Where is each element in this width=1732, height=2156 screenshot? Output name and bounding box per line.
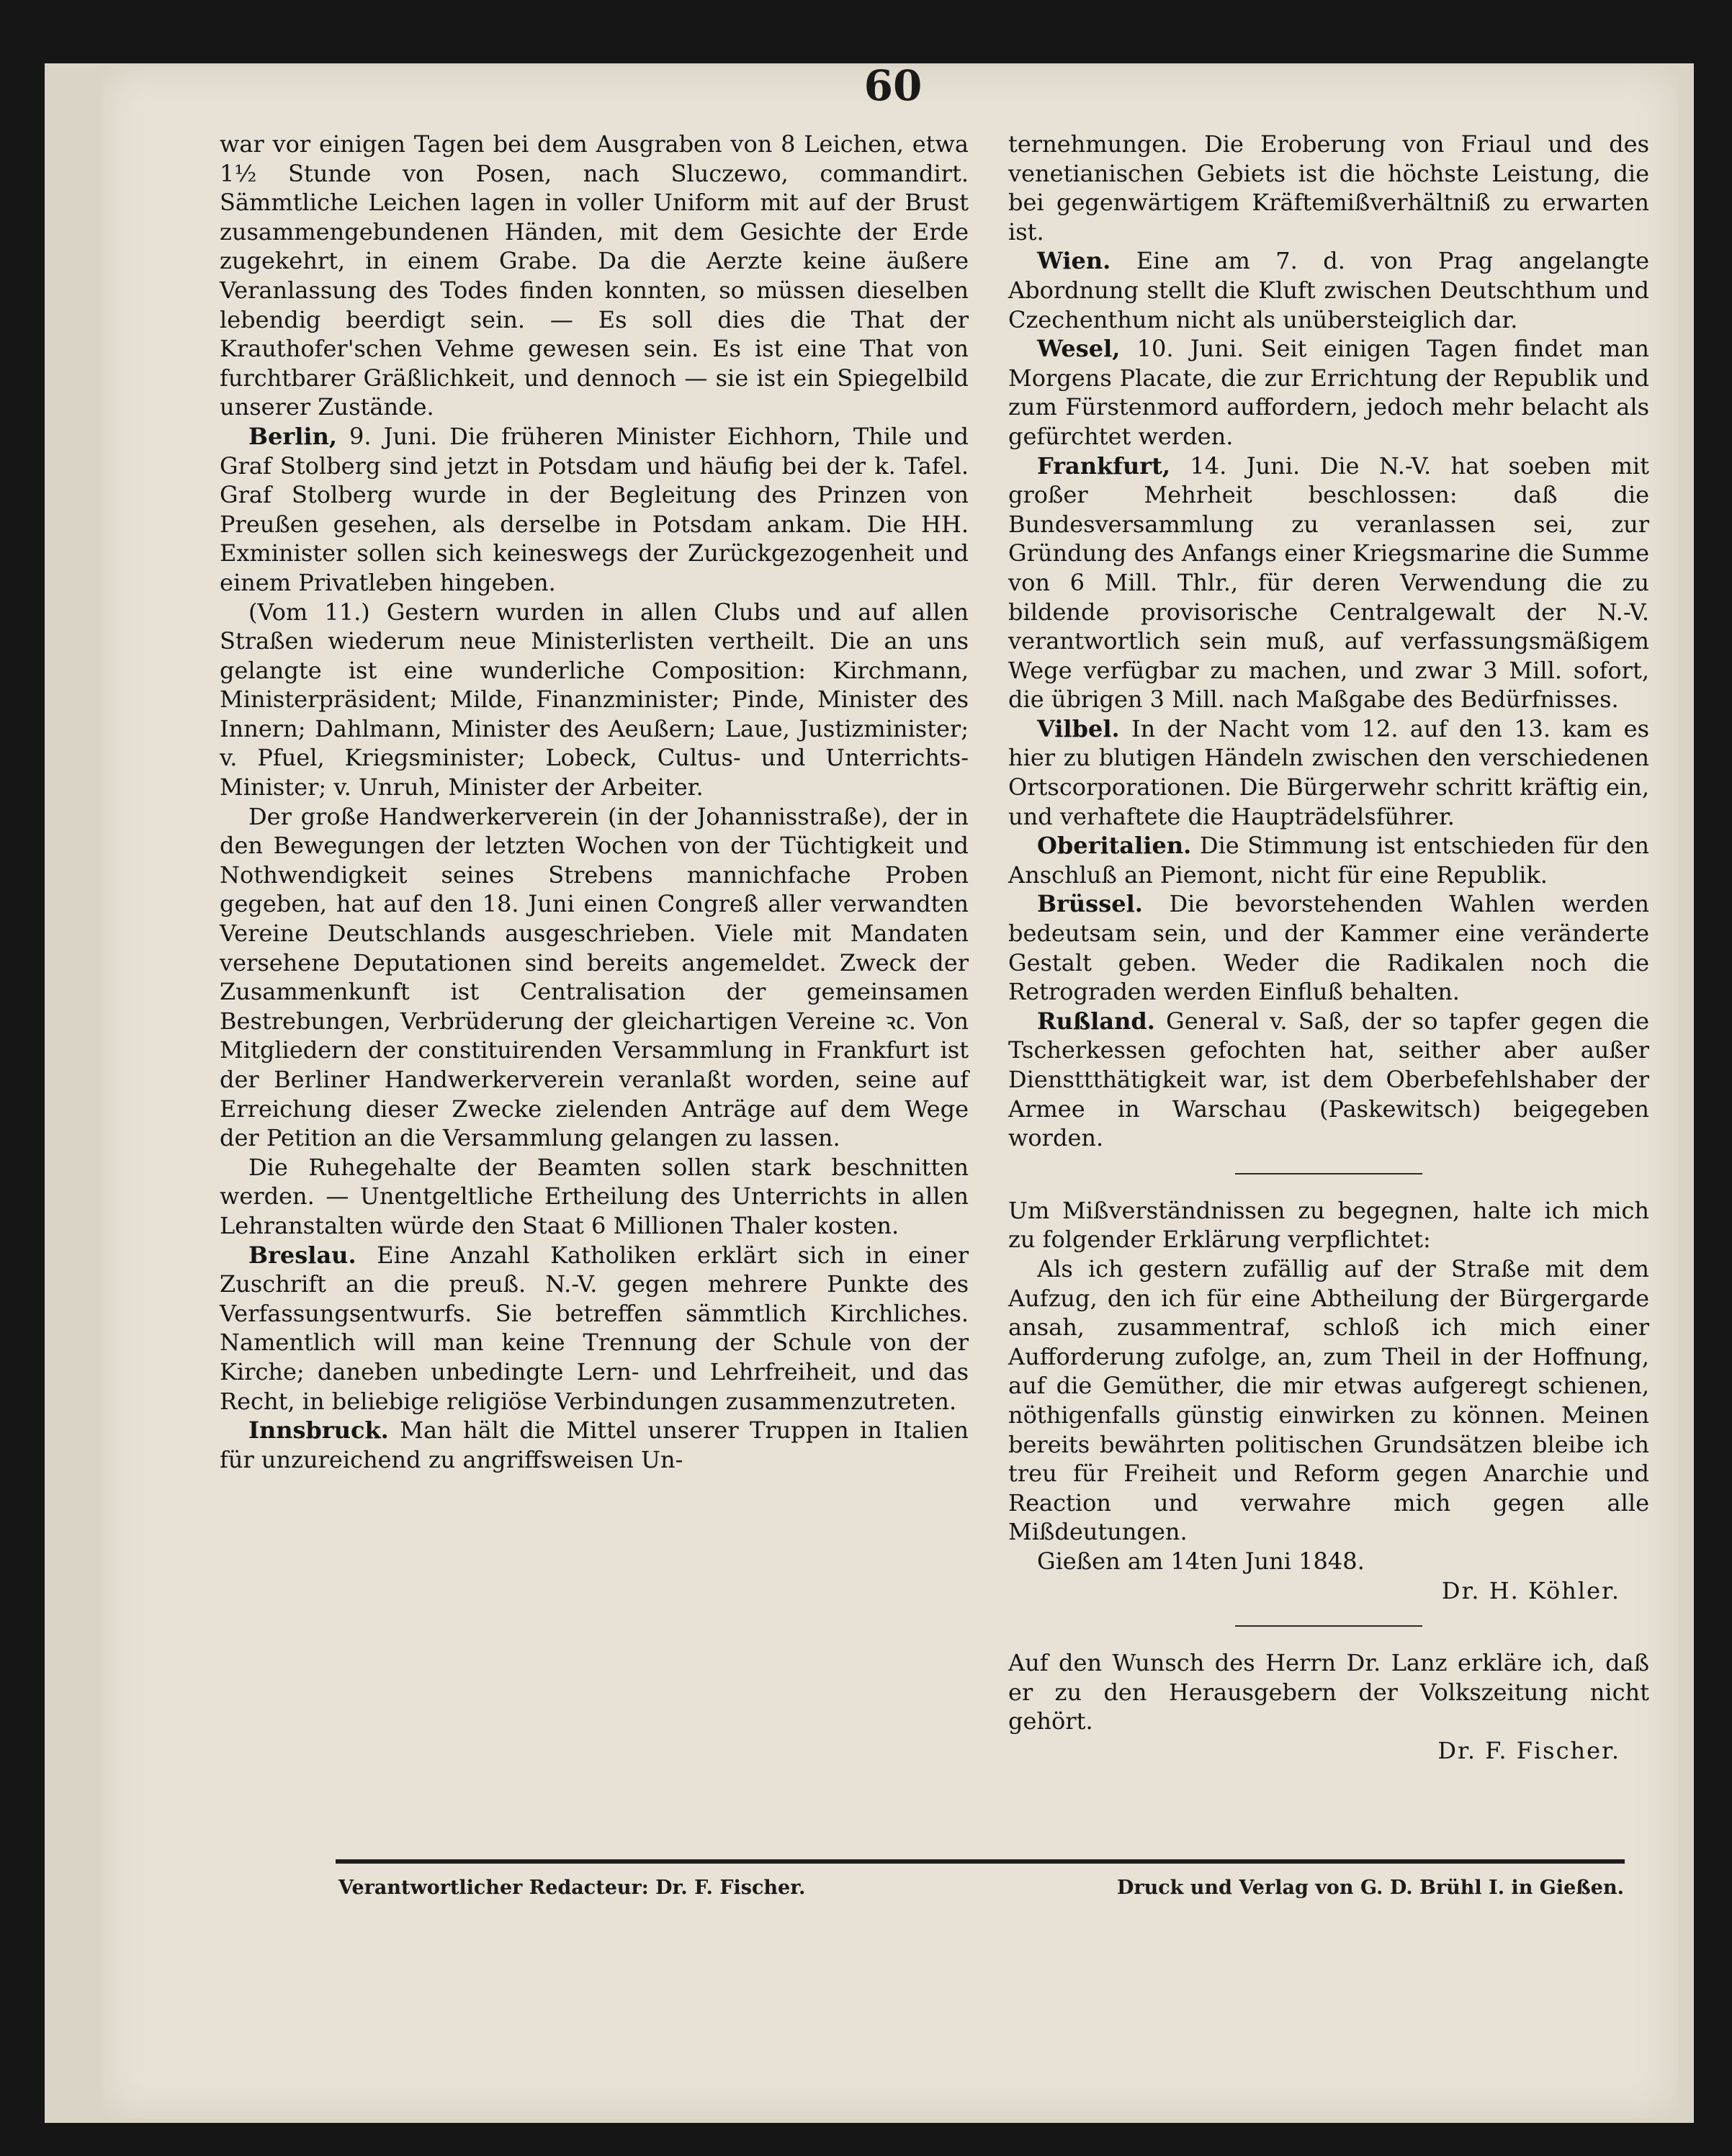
article-text: 10. Juni. Seit einigen Tagen findet man Morgens Placate, die zur Errichtung der Republik und zum Fürstenmord auffordern, jedoch mehr belacht als gefürchtet werden. xyxy=(1008,335,1649,450)
article-text: ternehmungen. Die Eroberung von Friaul und des venetianischen Gebiets ist die höchste Leistung, die bei gegenwärtigem Kräftemißverhältniß zu erwarten ist. xyxy=(1008,130,1649,246)
dateline: Wesel, xyxy=(1037,335,1121,363)
dateline: Breslau. xyxy=(248,1241,356,1269)
article-paragraph xyxy=(1008,889,1649,1006)
dateline: Brüssel. xyxy=(1037,890,1143,918)
notice-signature: Dr. F. Fischer. xyxy=(1437,1736,1620,1764)
article-paragraph xyxy=(220,1241,969,1416)
footer-editor: Verantwortlicher Redacteur: Dr. F. Fischer. xyxy=(338,1877,806,1899)
section-divider xyxy=(1235,1173,1422,1174)
dateline: Berlin, xyxy=(248,422,337,450)
article-text: Die Stimmung ist entschieden für den Anschluß an Piemont, nicht für eine Republik. xyxy=(1008,832,1649,889)
article-paragraph xyxy=(1008,1007,1649,1153)
article-paragraph xyxy=(1008,714,1649,831)
dateline: Oberitalien. xyxy=(1037,832,1192,860)
notice-text: Auf den Wunsch des Herrn Dr. Lanz erkläre ich, daß er zu den Herausgebern der Volkszeitung nicht gehört. xyxy=(1008,1649,1649,1735)
article-paragraph xyxy=(220,130,969,422)
article-text: (Vom 11.) Gestern wurden in allen Clubs und auf allen Straßen wiederum neue Ministerlisten vertheilt. Die an uns gelangte ist eine wunderliche Composition: Kirchmann, Ministerpräsident; Milde, Finanzminister; Pinde, Minister des Innern; Dahlmann, Minister des Aeußern; Laue, Justizminister; v. Pfuel, Kriegsminister; Lobeck, Cultus- und Unterrichts-Minister; v. Unruh, Minister der Arbeiter. xyxy=(220,598,969,801)
dateline: Rußland. xyxy=(1037,1007,1155,1035)
left-column xyxy=(220,130,969,1474)
article-paragraph xyxy=(220,422,969,598)
right-column xyxy=(1008,130,1649,1765)
article-paragraph xyxy=(220,1153,969,1241)
footer-rule xyxy=(336,1859,1625,1864)
dateline: Vilbel. xyxy=(1037,714,1120,742)
dateline: Wien. xyxy=(1037,247,1111,275)
article-text: 14. Juni. Die N.-V. hat soeben mit großer Mehrheit beschlossen: daß die Bundesversammlung zu veranlassen sei, zur Gründung des Anfangs einer Kriegsmarine die Summe von 6 Mill. Thlr., für deren Verwendung die zu bildende provisorische Centralgewalt der N.-V. verantwortlich sein muß, auf verfassungsmäßigem Wege verfügbar zu machen, und zwar 3 Mill. sofort, die übrigen 3 Mill. nach Maßgabe des Bedürfnisses. xyxy=(1008,452,1649,714)
notice-signature: Dr. H. Köhler. xyxy=(1441,1576,1620,1604)
notice-intro: Um Mißverständnissen zu begegnen, halte ich mich zu folgender Erklärung verpflichtet: xyxy=(1008,1196,1649,1254)
article-text: Man hält die Mittel unserer Truppen in Italien für unzureichend zu angriffsweisen Un- xyxy=(220,1416,969,1473)
article-text: 9. Juni. Die früheren Minister Eichhorn, Thile und Graf Stolberg sind jetzt in Potsdam und häufig bei der k. Tafel. Graf Stolberg wurde in der Begleitung des Prinzen von Preußen gesehen, als derselbe in Potsdam ankam. Die HH. Exminister sollen sich keineswegs der Zurückgezogenheit und einem Privatleben hingeben. xyxy=(220,422,969,596)
article-text: Eine Anzahl Katholiken erklärt sich in einer Zuschrift an die preuß. N.-V. gegen mehrere Punkte des Verfassungsentwurfs. Sie betreffen sämmtlich Kirchliches. Namentlich will man keine Trennung der Schule von der Kirche; daneben unbedingte Lern- und Lehrfreiheit, und das Recht, in beliebige religiöse Verbindungen zusammenzutreten. xyxy=(220,1241,969,1415)
article-text: Die bevorstehenden Wahlen werden bedeutsam sein, und der Kammer eine veränderte Gestalt geben. Weder die Radikalen noch die Retrograden werden Einfluß behalten. xyxy=(1008,890,1649,1006)
article-paragraph xyxy=(220,802,969,1153)
page-number: 60 xyxy=(863,61,923,110)
article-text: General v. Saß, der so tapfer gegen die Tscherkessen gefochten hat, seither aber außer Diensttthätigkeit war, ist dem Oberbefehlshaber der Armee in Warschau (Paskewitsch) beigegeben worden. xyxy=(1008,1007,1649,1152)
article-paragraph xyxy=(220,1416,969,1474)
article-text: Die Ruhegehalte der Beamten sollen stark beschnitten werden. — Unentgeltliche Ertheilung des Unterrichts in allen Lehranstalten würde den Staat 6 Millionen Thaler kosten. xyxy=(220,1153,969,1239)
article-paragraph xyxy=(1008,452,1649,714)
article-paragraph xyxy=(1008,130,1649,246)
article-paragraph xyxy=(1008,246,1649,334)
notice-date: Gießen am 14ten Juni 1848. xyxy=(1037,1547,1365,1575)
article-paragraph xyxy=(1008,334,1649,451)
article-paragraph xyxy=(1008,831,1649,889)
article-text: war vor einigen Tagen bei dem Ausgraben von 8 Leichen, etwa 1½ Stunde von Posen, nach Sluczewo, commandirt. Sämmtliche Leichen lagen in voller Uniform mit auf der Brust zusammengebundenen Händen, mit dem Gesichte der Erde zugekehrt, in einem Grabe. Da die Aerzte keine äußere Veranlassung des Todes finden konnten, so müssen dieselben lebendig beerdigt sein. — Es soll dies die That der Krauthofer'schen Vehme gewesen sein. Es ist eine That von furchtbarer Gräßlichkeit, und dennoch — sie ist ein Spiegelbild unserer Zustände. xyxy=(220,130,969,421)
article-paragraph xyxy=(220,598,969,802)
dateline: Frankfurt, xyxy=(1037,452,1170,480)
dateline: Innsbruck. xyxy=(248,1416,389,1445)
article-text: Der große Handwerkerverein (in der Johannisstraße), der in den Bewegungen der letzten Wochen von der Tüchtigkeit und Nothwendigkeit seines Strebens mannichfache Proben gegeben, hat auf den 18. Juni einen Congreß aller verwandten Vereine Deutschlands ausgeschrieben. Viele mit Mandaten versehene Deputationen sind bereits angemeldet. Zweck der Zusammenkunft ist Centralisation der gemeinsamen Bestrebungen, Verbrüderung der gleichartigen Vereine ꝛc. Von Mitgliedern der constituirenden Versammlung in Frankfurt ist der Berliner Handwerkerverein veranlaßt worden, seine auf Erreichung dieser Zwecke zielenden Anträge auf dem Wege der Petition an die Versammlung gelangen zu lassen. xyxy=(220,802,969,1152)
section-divider xyxy=(1235,1625,1422,1627)
article-text: Eine am 7. d. von Prag angelangte Abordnung stellt die Kluft zwischen Deutschthum und Czechenthum nicht als unübersteiglich dar. xyxy=(1008,247,1649,333)
footer-printer: Druck und Verlag von G. D. Brühl I. in Gießen. xyxy=(1116,1877,1624,1899)
article-text: In der Nacht vom 12. auf den 13. kam es hier zu blutigen Händeln zwischen den verschiedenen Ortscorporationen. Die Bürgerwehr schritt kräftig ein, und verhaftete die Haupträdelsführer. xyxy=(1008,714,1649,830)
notice-body: Als ich gestern zufällig auf der Straße mit dem Aufzug, den ich für eine Abtheilung der Bürgergarde ansah, zusammentraf, schloß ich mich einer Aufforderung zufolge, an, zum Theil in der Hoffnung, auf die Gemüther, die mir etwas aufgeregt schienen, nöthigenfalls günstig einwirken zu können. Meinen bereits bewährten politischen Grundsätzen bleibe ich treu für Freiheit und Reform gegen Anarchie und Reaction und verwahre mich gegen alle Mißdeutungen. xyxy=(1008,1254,1649,1546)
